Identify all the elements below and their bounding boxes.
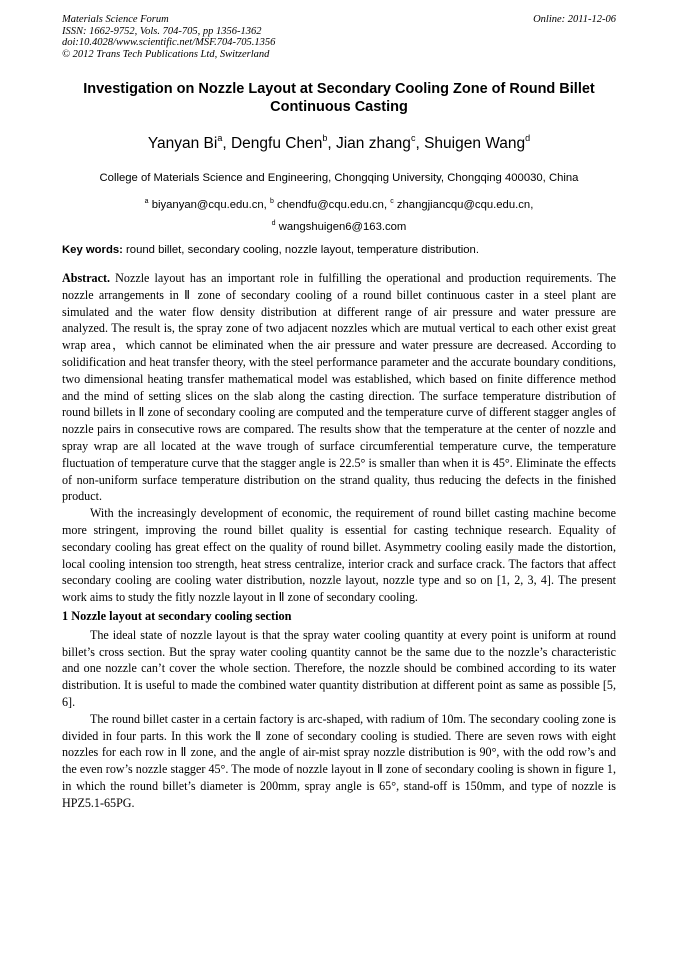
email-sup: d [271, 220, 276, 227]
section-paragraph: The ideal state of nozzle layout is that the spray water cooling quantity at every point is uniform at round billet’s cross section. But the spray water cooling quantity cannot be the same due to the nozzle’s characteristic and one nozzle can’t cover the whole section. Therefore, the nozzle should be combined according to its water distribution. It is useful to made the combined water quantity distribution at different point as same as possible [5, 6]. [62, 627, 616, 709]
keywords-text: round billet, secondary cooling, nozzle layout, temperature distribution. [126, 244, 479, 256]
email-link[interactable]: biyanyan@cqu.edu.cn [151, 199, 264, 211]
running-header [62, 14, 616, 60]
abstract-paragraph [62, 270, 616, 505]
author-name: Dengfu Chen [230, 135, 323, 152]
author-name: Yanyan Bi [147, 135, 218, 152]
doi-line: doi:10.4028/www.scientific.net/MSF.704-705.1356 [62, 37, 276, 48]
email-block [62, 194, 616, 238]
keywords [62, 243, 616, 257]
abstract-label: Abstract. [62, 271, 111, 285]
author-sup: b [322, 133, 328, 143]
author-name: Shuigen Wang [424, 135, 526, 152]
email-link[interactable]: chendfu@cqu.edu.cn [277, 199, 384, 211]
abstract-text: Nozzle layout has an important role in fulfilling the operational and production requirements. The nozzle arrangements in Ⅱ zone of secondary cooling of a round billet continuous caster in a steel plant are simulated and the water flow density distribution at different range of air pressure and water pressure are analyzed. The result is, the spray zone of two adjacent nozzles which are mutual vertical to each other exist great wrap area，which cannot be eliminated when the air pressure and water pressure are decreased. According to solidification and heat transfer theory, with the steel performance parameter and the accurate boundary conditions, two dimensional heating transfer mathematical model was established, which based on finite difference method and the mind of setting slices on the slab along the casting direction. The surface temperature distribution of round billets in Ⅱ zone of secondary cooling are computed and the temperature curve of different stagger angles of nozzle pairs in consecutive rows are compared. The results show that the temperature at the center of nozzle and spray wrap are all located at the wave trough of surface circumferential temperature curve, the temperature fluctuation of temperature curve that the stagger angle is 22.5° is smaller than when it is 45°. Eliminate the effects of non-uniform surface temperature distribution on the strand quality, thus reducing the defects in the finished product. [62, 271, 616, 504]
copyright-line: © 2012 Trans Tech Publications Ltd, Switzerland [62, 48, 270, 60]
section-paragraph: The round billet caster in a certain factory is arc-shaped, with radium of 10m. The secondary cooling zone is divided in four parts. In this work the Ⅱ zone of secondary cooling is studied. There are seven rows with eight nozzles for each row in Ⅱ zone, and the angle of air-mist spray nozzle distribution is 90°, with the odd row’s and the even row’s nozzle stagger 45°. The mode of nozzle layout in Ⅱ zone of secondary cooling is shown in figure 1, in which the round billet’s diameter is 200mm, spray angle is 65°, stand-off is 150mm, and type of nozzle is HPZ5.1-65PG. [62, 711, 616, 810]
author-sup: a [217, 133, 223, 143]
email-link[interactable]: zhangjiancqu@cqu.edu.cn [396, 199, 531, 211]
author-sup: c [410, 133, 416, 143]
issn-line: ISSN: 1662-9752, Vols. 704-705, pp 1356-1362 [62, 25, 262, 37]
intro-paragraph: With the increasingly development of economic, the requirement of round billet casting machine become more stringent, improving the round billet quality is essential for casting technique research. Equality of secondary cooling has great effect on the quality of round billet. Asymmetry cooling easily made the distortion, local cooling intension too strength, heat stress centralize, interior crack and surface crack. The factors that affect secondary cooling are cooling water distribution, nozzle layout, nozzle type and so on [1, 2, 3, 4]. The present work aims to study the fitly nozzle layout in Ⅱ zone of secondary cooling. [62, 506, 616, 605]
keywords-label: Key words: [62, 244, 123, 256]
author-sup: d [525, 133, 531, 143]
section-heading: 1 Nozzle layout at secondary cooling section [62, 608, 292, 623]
email-link[interactable]: wangshuigen6@163.com [278, 221, 407, 233]
email-sup: c [390, 198, 394, 205]
online-date: Online: 2011-12-06 [533, 14, 616, 25]
paper-body [62, 270, 616, 812]
paper-title: Investigation on Nozzle Layout at Secondary Cooling Zone of Round Billet Continuous Casting [83, 81, 595, 115]
author-list: Yanyan Bi$^a$, Dengfu Chen$^b$, Jian zhang$^c$, Shuigen Wang$^d$ [147, 133, 531, 152]
author-name: Jian zhang [335, 135, 411, 152]
email-line: $^a$ biyanyan@cqu.edu.cn, $^b$ chendfu@cqu.edu.cn, $^c$ zhangjiancqu@cqu.edu.cn, [144, 198, 534, 211]
affiliation: College of Materials Science and Engineering, Chongqing University, Chongqing 400030, China [99, 172, 579, 184]
email-sup: a [144, 198, 149, 205]
journal-name: Materials Science Forum [62, 14, 169, 25]
email-line [62, 216, 616, 238]
email-sup: b [269, 198, 274, 205]
